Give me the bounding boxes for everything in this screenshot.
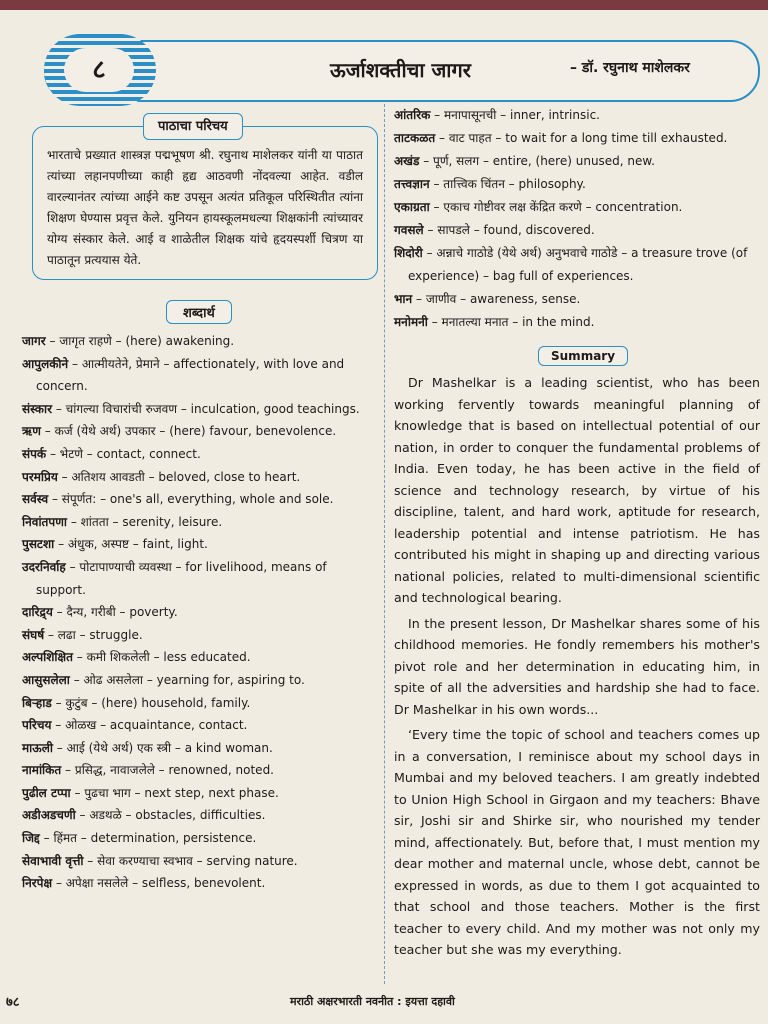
- glossary-list-left: [22, 330, 378, 895]
- summary-paragraph: ‘Every time the topic of school and teachers comes up in a conversation, I reminisce about my school days in Mumbai and my beloved teachers. I am greatly indebted to Union High School in Girgaon and my teachers: Bhave sir, Joshi sir and Shirke sir, who nourished my tender mind, affectionately. But, before that, I must mention my dear mother and maternal uncle, whose debt, cannot be expressed in words, as due to them I got acquainted to that school and those teachers. Mother is the first teacher to every child. And my mother was not only my teacher but she was my everything.: [394, 727, 760, 957]
- glossary-entry: [22, 646, 378, 669]
- glossary-meaning: – जागृत राहणे – (here) awakening.: [49, 334, 235, 348]
- glossary-meaning: – कमी शिकलेली – less educated.: [76, 650, 251, 665]
- glossary-entry: [22, 511, 378, 534]
- glossary-entry: [22, 533, 378, 556]
- glossary-term: संस्कार: [22, 401, 53, 416]
- glossary-meaning: – हिंमत – determination, persistence.: [43, 831, 257, 846]
- glossary-term: परिचय: [22, 718, 52, 733]
- summary-paragraph: In the present lesson, Dr Mashelkar shares some of his childhood memories. He fondly remembers his mother's pivot role and her determination in educating him, in spite of all the adversities and hardship she had to face. Dr Mashelkar in his own words...: [394, 615, 760, 717]
- glossary-term: जागर: [22, 334, 46, 348]
- glossary-term: सेवाभावी वृत्ती: [22, 853, 84, 868]
- glossary-entry: [22, 398, 378, 421]
- glossary-entry: [22, 759, 378, 782]
- glossary-meaning: – आई (येथे अर्थ) एक स्त्री – a kind woman.: [56, 740, 273, 755]
- glossary-entry: [22, 737, 378, 760]
- glossary-meaning: – वाट पाहत – to wait for a long time till exhausted.: [439, 131, 728, 145]
- glossary-term: जिद्द: [22, 831, 40, 846]
- glossary-entry: [22, 669, 378, 692]
- intro-box: [32, 119, 378, 280]
- glossary-term: सर्वस्व: [22, 492, 49, 507]
- glossary-meaning: – शांतता – serenity, leisure.: [70, 514, 223, 529]
- glossary-entry: [394, 288, 760, 311]
- glossary-entry: [394, 127, 760, 150]
- glossary-term: शिदोरी: [394, 246, 423, 260]
- glossary-term: निरपेक्ष: [22, 876, 53, 891]
- glossary-meaning: – एकाच गोष्टीवर लक्ष केंद्रित करणे – concentration.: [433, 200, 683, 214]
- glossary-meaning: – जाणीव – awareness, sense.: [416, 292, 581, 306]
- glossary-meaning: – पूर्ण, सलग – entire, (here) unused, new.: [423, 154, 655, 168]
- glossary-term: आंतरिक: [394, 108, 431, 122]
- summary-body: [394, 372, 760, 961]
- glossary-entry: [22, 466, 378, 489]
- intro-title: पाठाचा परिचय: [143, 113, 243, 140]
- glossary-entry: [22, 804, 378, 827]
- glossary-term: पुसटशा: [22, 537, 55, 552]
- glossary-entry: [22, 488, 378, 511]
- glossary-entry: [22, 827, 378, 850]
- glossary-meaning: – दैन्य, गरीबी – poverty.: [56, 605, 178, 620]
- glossary-meaning: – तात्त्विक चिंतन – philosophy.: [433, 177, 586, 191]
- glossary-meaning: – मनातल्या मनात – in the mind.: [431, 315, 595, 329]
- chapter-number: ८: [64, 48, 134, 92]
- glossary-term: उदरनिर्वाह: [22, 559, 66, 574]
- glossary-term: आपुलकीने: [22, 356, 69, 371]
- glossary-entry: [22, 782, 378, 805]
- glossary-term: ऋण: [22, 424, 41, 439]
- glossary-entry: [22, 872, 378, 895]
- glossary-meaning: – अंधुक, अस्पष्ट – faint, light.: [58, 537, 208, 552]
- glossary-title: शब्दार्थ: [166, 300, 232, 324]
- lesson-author: – डॉ. रघुनाथ माशेलकर: [570, 60, 690, 76]
- glossary-entry: [22, 330, 378, 353]
- glossary-term: अल्पशिक्षित: [22, 650, 73, 665]
- glossary-term: नामांकित: [22, 763, 62, 778]
- glossary-entry: [22, 601, 378, 624]
- top-decorative-strip: [0, 0, 768, 10]
- glossary-list-right: [394, 104, 760, 334]
- glossary-term: आसुसलेला: [22, 672, 70, 687]
- glossary-entry: [22, 443, 378, 466]
- glossary-meaning: – पोटापाण्याची व्यवस्था – for livelihood, means of support.: [36, 559, 327, 597]
- glossary-entry: [22, 692, 378, 715]
- glossary-entry: [22, 850, 378, 873]
- glossary-term: परमप्रिय: [22, 469, 58, 484]
- summary-paragraph: Dr Mashelkar is a leading scientist, who has been working fervently towards meaningful planning of knowledge that is based on intellectual potential of our nation, in order to conquer the fundamental problems of India. Even today, he has been active in the field of science and technology research, by virtue of his discipline, talent, and hard work, aptitude for research, leadership potential and intense patriotism. He has contributed his might in shaping up and directing various national policies, related to multi-dimensional scientific and technological bearing.: [394, 375, 760, 605]
- glossary-term: संघर्ष: [22, 627, 45, 642]
- glossary-meaning: – सेवा करण्याचा स्वभाव – serving nature.: [87, 853, 298, 868]
- glossary-meaning: – अपेक्षा नसलेले – selfless, benevolent.: [55, 876, 266, 891]
- glossary-term: एकाग्रता: [394, 200, 430, 214]
- glossary-term: ताटकळत: [394, 131, 436, 145]
- summary-title: Summary: [538, 346, 628, 366]
- lesson-title: ऊर्जाशक्तीचा जागर: [330, 58, 471, 82]
- glossary-term: गवसले: [394, 223, 424, 237]
- glossary-term: दारिद्र्य: [22, 605, 53, 620]
- glossary-entry: [22, 556, 378, 601]
- glossary-term: बिऱ्हाड: [22, 695, 52, 710]
- glossary-meaning: – चांगल्या विचारांची रुजवण – inculcation, good teachings.: [55, 401, 360, 416]
- glossary-term: संपर्क: [22, 446, 47, 461]
- page-number: ७८: [6, 995, 20, 1010]
- glossary-entry: [394, 150, 760, 173]
- glossary-meaning: – ओळख – acquaintance, contact.: [55, 718, 248, 733]
- glossary-meaning: – अतिशय आवडती – beloved, close to heart.: [61, 469, 301, 484]
- glossary-meaning: – अडथळे – obstacles, difficulties.: [79, 808, 266, 823]
- glossary-entry: [394, 196, 760, 219]
- glossary-meaning: – अन्नाचे गाठोडे (येथे अर्थ) अनुभवाचे गाठोडे – a treasure trove (of experience) – bag full of experiences.: [408, 246, 748, 283]
- glossary-term: अडीअडचणी: [22, 808, 76, 823]
- left-column: [22, 110, 378, 895]
- book-title: मराठी अक्षरभारती नवनीत : इयत्ता दहावी: [290, 995, 455, 1008]
- glossary-meaning: – प्रसिद्ध, नावाजलेले – renowned, noted.: [65, 763, 274, 778]
- glossary-entry: [22, 624, 378, 647]
- column-divider: [384, 104, 386, 984]
- glossary-term: मनोमनी: [394, 315, 428, 329]
- glossary-entry: [394, 104, 760, 127]
- glossary-term: माऊली: [22, 740, 53, 755]
- glossary-entry: [394, 219, 760, 242]
- glossary-entry: [22, 420, 378, 443]
- glossary-entry: [22, 353, 378, 398]
- glossary-meaning: – भेटणे – contact, connect.: [49, 446, 201, 461]
- glossary-meaning: – सापडले – found, discovered.: [427, 223, 595, 237]
- glossary-meaning: – संपूर्णत: – one's all, everything, whole and sole.: [51, 492, 334, 507]
- glossary-meaning: – कर्ज (येथे अर्थ) उपकार – (here) favour, benevolence.: [44, 424, 337, 439]
- glossary-meaning: – आत्मीयतेने, प्रेमाने – affectionately, with love and concern.: [36, 356, 345, 394]
- glossary-term: पुढील टप्पा: [22, 785, 71, 800]
- glossary-meaning: – कुटुंब – (here) household, family.: [55, 695, 251, 710]
- glossary-entry: [22, 714, 378, 737]
- glossary-meaning: – लढा – struggle.: [47, 627, 143, 642]
- glossary-entry: [394, 242, 760, 288]
- glossary-entry: [394, 311, 760, 334]
- glossary-term: भान: [394, 292, 413, 306]
- intro-text: भारताचे प्रख्यात शास्त्रज्ञ पद्मभूषण श्री. रघुनाथ माशेलकर यांनी या पाठात त्यांच्या लहानपणीच्या काही हृद्य आठवणी नोंदवल्या आहेत. वडील वारल्यानंतर त्यांच्या आईने कष्ट उपसून अत्यंत प्रतिकूल परिस्थितीत त्यांना शिक्षण घेण्यास प्रवृत्त केले. युनियन हायस्कूलमधल्या शिक्षकांनी त्यांच्यावर योग्य संस्कार केले. आई व शाळेतील शिक्षक यांचे हृदयस्पर्शी चित्रण या पाठातून प्रत्ययास येते.: [47, 148, 363, 267]
- right-column: [394, 104, 760, 965]
- glossary-meaning: – मनापासूनची – inner, intrinsic.: [434, 108, 600, 122]
- glossary-term: तत्त्वज्ञान: [394, 177, 430, 191]
- glossary-entry: [394, 173, 760, 196]
- glossary-term: निवांतपणा: [22, 514, 67, 529]
- glossary-meaning: – पुढचा भाग – next step, next phase.: [74, 785, 279, 800]
- glossary-term: अखंड: [394, 154, 420, 168]
- glossary-meaning: – ओढ असलेला – yearning for, aspiring to.: [73, 672, 305, 687]
